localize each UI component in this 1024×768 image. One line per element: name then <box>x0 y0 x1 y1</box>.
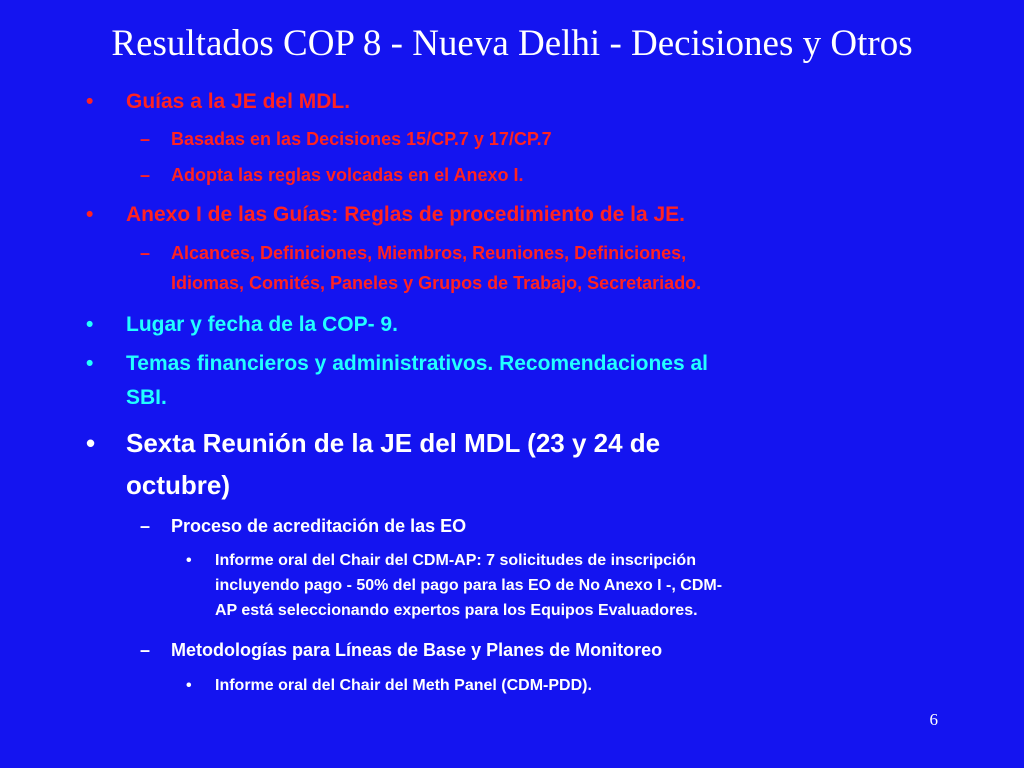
sub-item-anexo-reglas: Adopta las reglas volcadas en el Anexo I. <box>171 165 524 185</box>
bullet-icon: • <box>86 313 94 336</box>
slide-title: Resultados COP 8 - Nueva Delhi - Decisiones y Otros <box>111 23 913 64</box>
bullet-icon: • <box>86 90 94 113</box>
bullet-icon: • <box>86 428 96 458</box>
dash-icon: – <box>140 243 151 263</box>
bullet-item-guias: Guías a la JE del MDL. <box>126 90 351 113</box>
sub-sub-item-informe-ap-line3: AP está seleccionando expertos para los Equipos Evaluadores. <box>215 602 698 619</box>
bullet-item-temas-line1: Temas financieros y administrativos. Recomendaciones al <box>126 352 708 375</box>
small-bullet-icon: • <box>186 677 192 694</box>
small-bullet-icon: • <box>186 552 192 569</box>
bullet-icon: • <box>86 203 94 226</box>
sub-item-metodologias: Metodologías para Líneas de Base y Planes de Monitoreo <box>171 640 663 660</box>
bullet-item-temas-line2: SBI. <box>126 386 167 409</box>
sub-sub-item-informe-ap-line1: Informe oral del Chair del CDM-AP: 7 solicitudes de inscripción <box>215 552 696 569</box>
bullet-item-anexo-guias: Anexo I de las Guías: Reglas de procedimiento de la JE. <box>126 203 686 226</box>
sub-item-alcances-line1: Alcances, Definiciones, Miembros, Reuniones, Definiciones, <box>171 243 687 263</box>
bullet-item-sexta-reunion-line1: Sexta Reunión de la JE del MDL (23 y 24 de <box>126 428 661 458</box>
bullet-icon: • <box>86 352 94 375</box>
sub-item-decisiones: Basadas en las Decisiones 15/CP.7 y 17/CP.7 <box>171 129 552 149</box>
dash-icon: – <box>140 640 151 660</box>
dash-icon: – <box>140 516 151 536</box>
sub-item-acreditacion: Proceso de acreditación de las EO <box>171 516 467 536</box>
dash-icon: – <box>140 129 151 149</box>
sub-sub-item-informe-ap-line2: incluyendo pago - 50% del pago para las EO de No Anexo I -, CDM- <box>215 577 723 594</box>
dash-icon: – <box>140 165 151 185</box>
page-number: 6 <box>929 710 938 729</box>
sub-sub-item-meth-panel: Informe oral del Chair del Meth Panel (CDM-PDD). <box>215 677 592 694</box>
bullet-item-lugar-fecha: Lugar y fecha de la COP- 9. <box>126 313 398 336</box>
sub-item-alcances-line2: Idiomas, Comités, Paneles y Grupos de Trabajo, Secretariado. <box>171 273 702 293</box>
bullet-item-sexta-reunion-line2: octubre) <box>126 470 230 500</box>
